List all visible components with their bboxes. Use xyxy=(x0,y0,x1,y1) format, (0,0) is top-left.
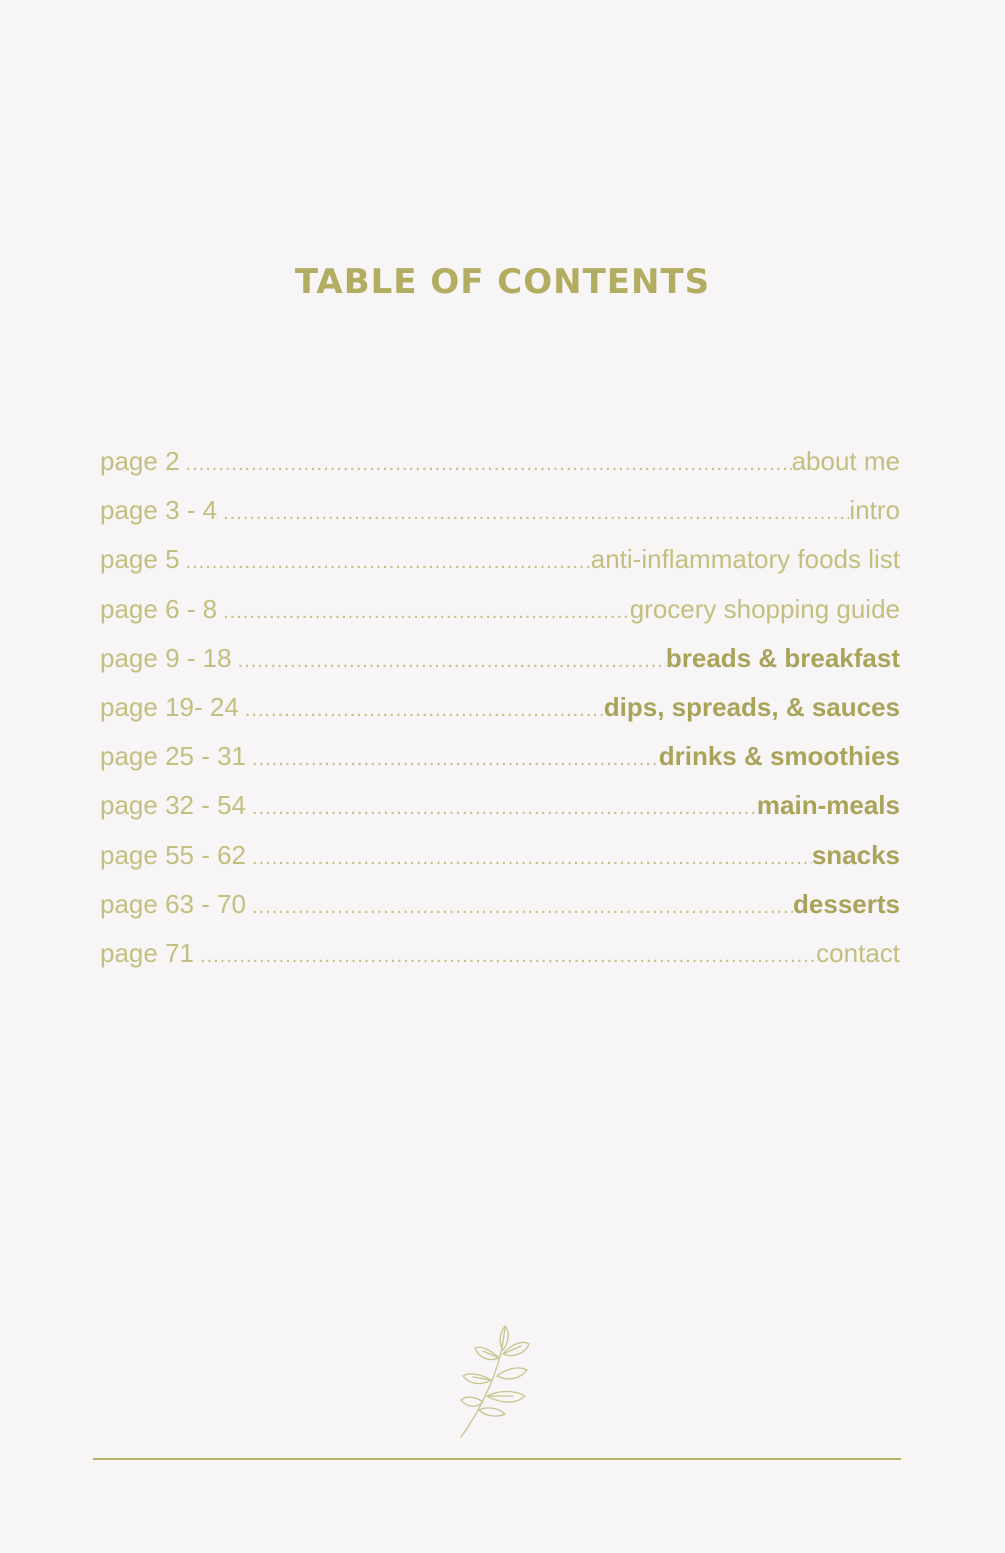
toc-page-number: page 19- 24 xyxy=(100,691,239,722)
toc-entry[interactable] xyxy=(100,544,900,593)
toc-leader-dots xyxy=(252,847,812,870)
toc-leader-dots xyxy=(238,650,666,673)
toc-leader-dots xyxy=(252,748,659,771)
toc-section-label: grocery shopping guide xyxy=(629,593,900,624)
toc-page-number: page 32 - 54 xyxy=(100,790,247,821)
toc-section-label: drinks & smoothies xyxy=(658,741,900,772)
toc-leader-dots xyxy=(245,699,604,722)
toc-section-label: contact xyxy=(816,937,900,968)
toc-section-label: snacks xyxy=(811,839,900,870)
toc-leader-dots xyxy=(223,502,849,525)
toc-entry[interactable] xyxy=(100,643,900,692)
toc-leader-dots xyxy=(223,601,630,624)
toc-page-number: page 2 xyxy=(100,446,180,476)
toc-entry[interactable] xyxy=(100,495,900,544)
toc-section-label: main-meals xyxy=(756,790,900,821)
toc-page-number: page 63 - 70 xyxy=(100,888,247,919)
toc-page-number: page 6 - 8 xyxy=(100,593,218,624)
toc-leader-dots xyxy=(186,551,591,574)
toc-entry[interactable] xyxy=(100,741,900,790)
toc-leader-dots xyxy=(186,453,792,476)
toc-section-label: about me xyxy=(791,446,900,476)
toc-section-label: dips, spreads, & sauces xyxy=(603,691,900,722)
toc-page-number: page 71 xyxy=(100,937,194,968)
toc-section-label: breads & breakfast xyxy=(665,642,900,673)
toc-leader-dots xyxy=(252,797,757,820)
toc-leader-dots xyxy=(252,896,793,919)
footer-divider xyxy=(93,1458,901,1460)
toc-entry[interactable] xyxy=(100,692,900,741)
toc-section-label: desserts xyxy=(793,888,900,919)
toc-page-number: page 3 - 4 xyxy=(100,495,218,526)
page-title: TABLE OF CONTENTS xyxy=(294,262,711,302)
toc-entry[interactable] xyxy=(100,938,900,987)
toc-page-number: page 9 - 18 xyxy=(100,642,232,673)
toc-entry[interactable] xyxy=(100,446,900,495)
toc-section-label: anti-inflammatory foods list xyxy=(590,544,900,575)
toc-page-number: page 25 - 31 xyxy=(100,741,247,772)
toc-entry[interactable] xyxy=(100,840,900,889)
leaf-sprig-icon xyxy=(455,1318,537,1440)
toc-page-number: page 5 xyxy=(100,544,180,575)
toc-entry[interactable] xyxy=(100,889,900,938)
table-of-contents xyxy=(100,446,900,987)
toc-entry[interactable] xyxy=(100,790,900,839)
toc-entry[interactable] xyxy=(100,594,900,643)
toc-section-label: intro xyxy=(849,495,900,526)
toc-page-number: page 55 - 62 xyxy=(100,839,247,870)
toc-leader-dots xyxy=(200,945,816,968)
